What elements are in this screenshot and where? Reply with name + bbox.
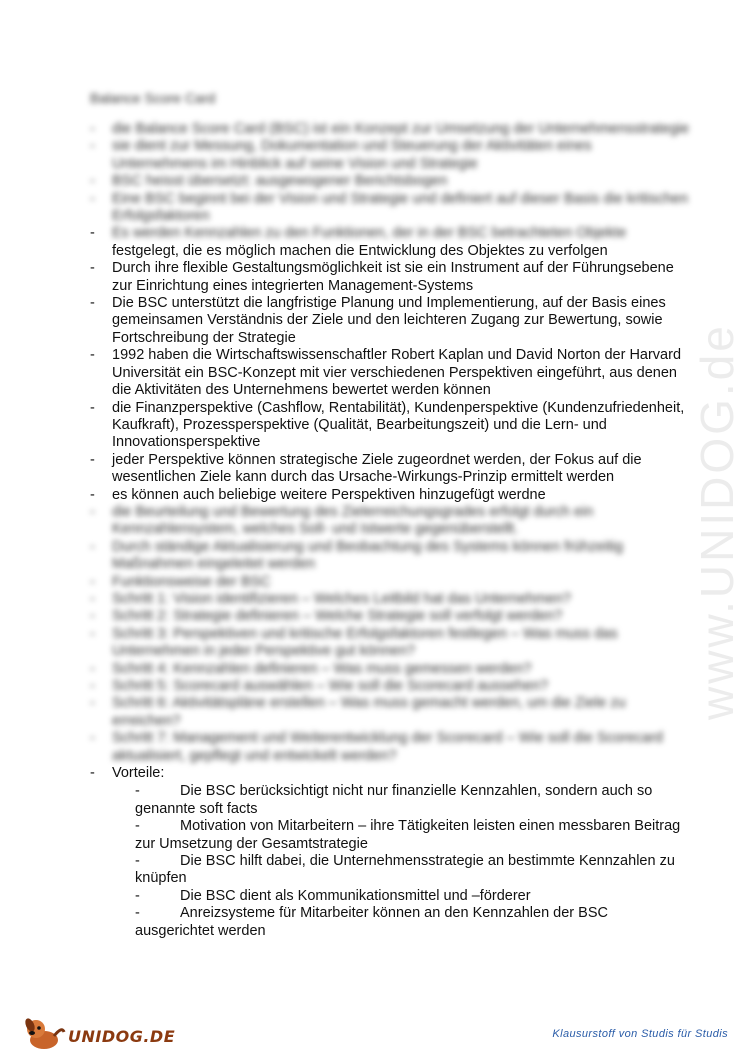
list-item	[90, 487, 690, 504]
list-item-text: Schritt 5: Scorecard auswählen – Wie soll die Scorecard aussehen?	[112, 678, 549, 694]
list-item	[90, 191, 690, 226]
dog-logo-icon	[22, 1016, 68, 1052]
list-item	[90, 608, 690, 625]
list-item	[90, 591, 690, 608]
list-item	[90, 138, 690, 173]
bullet-dash: -	[90, 730, 95, 747]
list-item-text: 1992 haben die Wirtschaftswissenschaftler Robert Kaplan und David Norton der Harvard Universität ein BSC-Konzept mit vier verschiedenen Perspektiven eingeführt, aus denen die Aktivitäten des Unternehmens bewertet werden können	[112, 347, 682, 399]
bullet-dash: -	[135, 905, 140, 922]
bullet-dash: -	[90, 486, 95, 503]
bullet-dash: -	[90, 121, 95, 137]
bullet-dash: -	[135, 887, 140, 904]
list-item-text: Funktionsweise der BSC	[112, 573, 271, 590]
document-title: Balance Score Card	[90, 90, 216, 106]
bullet-dash: -	[135, 818, 140, 835]
bullet-list	[90, 121, 690, 940]
list-item	[90, 347, 690, 399]
list-item-text: Schritt 4: Kennzahlen definieren – Was muss gemessen werden?	[112, 660, 532, 677]
list-item-text: Schritt 7: Management und Weiterentwicklung der Scorecard – Wie soll die Scorecard aktualisiert, gepflegt und entwickelt werden?	[112, 730, 663, 764]
bullet-dash: -	[90, 608, 95, 625]
advantages-list	[135, 783, 690, 940]
list-item-text: Schritt 6: Aktivitätspläne erstellen – Was muss gemacht werden, um die Ziele zu erreichen?	[112, 695, 626, 729]
bullet-dash: -	[90, 138, 95, 155]
list-item-text-blurred: Es werden Kennzahlen zu den Funktionen, der in der BSC betrachteten Objekte	[112, 225, 627, 242]
list-item-text: es können auch beliebige weitere Perspektiven hinzugefügt werdne	[112, 486, 546, 503]
advantage-text: Die BSC berücksichtigt nicht nur finanzielle Kennzahlen, sondern auch so genannte soft facts	[135, 783, 653, 817]
list-item-text: Durch ständige Aktualisierung und Beobachtung des Systems können frühzeitig Maßnahmen eingeleitet werden	[112, 538, 624, 573]
list-item	[90, 765, 690, 782]
list-item	[90, 661, 690, 678]
logo-text: UNIDOG.DE	[68, 1027, 176, 1046]
bullet-dash: -	[90, 625, 95, 642]
bullet-dash: -	[90, 503, 95, 520]
list-item	[90, 260, 690, 295]
list-item	[90, 121, 690, 138]
advantage-item	[135, 818, 690, 853]
bullet-dash: -	[90, 678, 95, 694]
footer-tagline: Klausurstoff von Studis für Studis	[552, 1028, 728, 1040]
list-item-text: Eine BSC beginnt bei der Vision und Strategie und definiert auf dieser Basis die kritischen Erfolgsfaktoren	[112, 190, 689, 225]
advantage-text: Motivation von Mitarbeitern – ihre Tätigkeiten leisten einen messbaren Beitrag zur Umsetzung der Gesamtstrategie	[135, 818, 681, 852]
bullet-dash: -	[90, 399, 95, 416]
bullet-dash: -	[90, 695, 95, 712]
list-item-text: jeder Perspektive können strategische Ziele zugeordnet werden, der Fokus auf die wesentlichen Ziele kann durch das Ursache-Wirkungs-Prinzip ermittelt werden	[112, 451, 642, 486]
bullet-dash: -	[90, 538, 95, 555]
advantage-item	[135, 888, 690, 905]
footer-logo	[22, 1016, 176, 1052]
advantage-item	[135, 853, 690, 888]
list-item	[90, 295, 690, 347]
list-item	[90, 452, 690, 487]
list-item-text: Schritt 3: Perspektiven und kritische Erfolgsfaktoren festlegen – Was muss das Unternehmen in jeder Perspektive gut können?	[112, 625, 618, 660]
list-item	[90, 400, 690, 452]
bullet-dash: -	[90, 190, 95, 207]
bullet-dash: -	[135, 783, 140, 800]
bullet-dash: -	[90, 573, 95, 590]
bullet-dash: -	[90, 660, 95, 677]
list-item-text: Durch ihre flexible Gestaltungsmöglichkeit ist sie ein Instrument auf der Führungsebene zur Einrichtung eines integrierten Management-Systems	[112, 260, 674, 294]
list-item	[90, 173, 690, 190]
list-item	[90, 626, 690, 661]
list-item	[90, 730, 690, 765]
bullet-dash: -	[135, 853, 140, 870]
list-item	[90, 539, 690, 574]
watermark-text: www.UNIDOG.de	[691, 323, 743, 720]
advantage-text: Die BSC hilft dabei, die Unternehmensstrategie an bestimmte Kennzahlen zu knüpfen	[135, 853, 675, 887]
advantage-item	[135, 905, 690, 940]
list-item	[90, 225, 690, 260]
advantage-text: Die BSC dient als Kommunikationsmittel und –förderer	[180, 887, 531, 904]
bullet-dash: -	[90, 295, 95, 312]
bullet-dash: -	[90, 451, 95, 468]
bullet-dash: -	[90, 173, 95, 190]
list-item-text: festgelegt, die es möglich machen die Entwicklung des Objektes zu verfolgen	[112, 242, 608, 259]
list-item-text: Vorteile:	[112, 765, 165, 782]
list-item-text: BSC heisst übersetzt: ausgewogener Berichtsbogen	[112, 173, 448, 190]
list-item-text: Die BSC unterstützt die langfristige Planung und Implementierung, auf der Basis eines gemeinsamen Verständnis der Ziele und den leichteren Zugang zur Bewertung, sowie Fortschreibung der Strategie	[112, 295, 666, 346]
list-item	[90, 504, 690, 539]
list-item-text: sie dient zur Messung, Dokumentation und Steuerung der Aktivitäten eines Unternehmens im Hinblick auf seine Vision und Strategie	[112, 138, 592, 172]
bullet-dash: -	[90, 260, 95, 277]
bullet-dash: -	[90, 765, 95, 782]
list-item-text: Schritt 2: Strategie definieren – Welche Strategie soll verfolgt werden?	[112, 608, 563, 625]
list-item-text: die Balance Score Card (BSC) ist ein Konzept zur Umsetzung der Unternehmensstrategie	[112, 121, 690, 137]
list-item	[90, 695, 690, 730]
list-item-text: die Beurteilung und Bewertung des Zielerreichungsgrades erfolgt durch ein Kennzahlensystem, welches Soll- und Istwerte gegenüberstellt.	[112, 503, 594, 538]
bullet-dash: -	[90, 590, 95, 607]
list-item	[90, 574, 690, 591]
advantage-item	[135, 783, 690, 818]
list-item-text: die Finanzperspektive (Cashflow, Rentabilität), Kundenperspektive (Kundenzufriedenheit, Kaufkraft), Prozessperspektive (Qualität, Bearbeitungszeit) und die Lern- und Innovationsperspektive	[112, 399, 685, 451]
bullet-dash: -	[90, 225, 95, 242]
bullet-dash: -	[90, 347, 95, 364]
list-item	[90, 678, 690, 695]
advantage-text: Anreizsysteme für Mitarbeiter können an den Kennzahlen der BSC ausgerichtet werden	[135, 905, 608, 939]
list-item-text: Schritt 1: Vision identifizieren – Welches Leitbild hat das Unternehmen?	[112, 590, 571, 607]
